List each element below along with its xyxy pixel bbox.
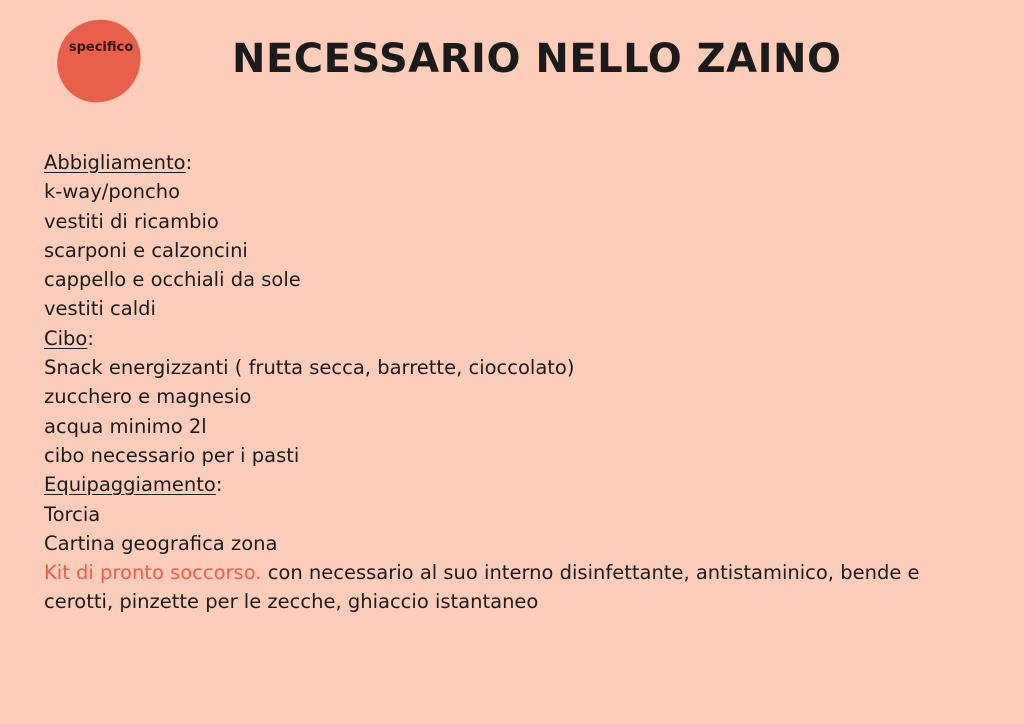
heading-colon: :	[215, 473, 223, 497]
list-item: Torcia	[44, 502, 101, 526]
heading-colon: :	[87, 326, 94, 350]
packing-list	[44, 148, 994, 617]
page-title: NECESSARIO NELLO ZAINO	[232, 36, 842, 82]
section-heading-text: Equipaggiamento	[44, 473, 216, 497]
badge-label: specifico	[68, 40, 134, 55]
badge-blob	[52, 15, 147, 108]
section-heading-text: Cibo	[44, 326, 88, 350]
list-item: vestiti caldi	[44, 297, 156, 321]
list-item: Snack energizzanti ( frutta secca, barrette, cioccolato)	[44, 356, 575, 380]
list-item: Cartina geografica zona	[44, 531, 278, 555]
section-heading-cibo	[44, 324, 994, 353]
first-aid-highlight: Kit di pronto soccorso.	[44, 561, 262, 585]
list-item: cibo necessario per i pasti	[44, 443, 300, 467]
list-item: cappello e occhiali da sole	[44, 268, 301, 292]
heading-colon: :	[185, 151, 193, 174]
section-heading-text: Abbigliamento	[44, 151, 186, 174]
section-heading-abbigliamento	[44, 148, 994, 177]
list-item-first-aid	[44, 558, 994, 617]
list-item: vestiti di ricambio	[44, 209, 219, 233]
section-heading-equipaggiamento	[44, 470, 994, 499]
list-item: scarponi e calzoncini	[44, 238, 248, 262]
list-item: acqua minimo 2l	[44, 414, 207, 438]
first-aid-details: con necessario al suo interno disinfettante, antistaminico, bende e cerotti, pinzette per le zecche, ghiaccio istantaneo	[44, 561, 920, 614]
list-item: k-way/poncho	[44, 180, 181, 204]
list-item: zucchero e magnesio	[44, 385, 252, 409]
